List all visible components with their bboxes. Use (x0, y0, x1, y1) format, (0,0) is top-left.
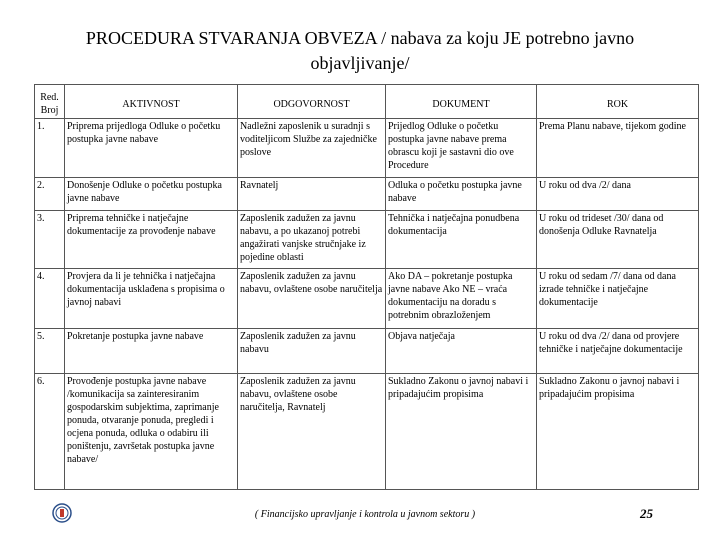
footer-caption: ( Financijsko upravljanje i kontrola u javnom sektoru ) (254, 509, 476, 520)
row-activity: Pokretanje postupka javne nabave (65, 329, 238, 374)
row-deadline: Sukladno Zakonu o javnoj nabavi i pripadajućim propisima (537, 374, 699, 490)
row-responsibility: Zaposlenik zadužen za javnu nabavu, ovlaštene osobe naručitelja (238, 269, 386, 329)
row-responsibility: Nadležni zaposlenik u suradnji s voditeljicom Službe za zajedničke poslove (238, 119, 386, 178)
row-no: 5. (35, 329, 65, 374)
table-row (35, 374, 699, 490)
header-deadline: ROK (537, 85, 699, 119)
row-deadline: U roku od dva /2/ dana (537, 178, 699, 211)
table-header-row (35, 85, 699, 119)
row-deadline: Prema Planu nabave, tijekom godine (537, 119, 699, 178)
row-document: Ako DA – pokretanje postupka javne nabave Ako NE – vraća dokumentaciju na doradu s potrebnim obrazloženjem (386, 269, 537, 329)
table-row (35, 178, 699, 211)
header-responsibility: ODGOVORNOST (238, 85, 386, 119)
header-document: DOKUMENT (386, 85, 537, 119)
row-responsibility: Ravnatelj (238, 178, 386, 211)
row-document: Prijedlog Odluke o početku postupka javne nabave prema obrascu koji je sastavni dio ove Procedure (386, 119, 537, 178)
row-activity: Donošenje Odluke o početku postupka javne nabave (65, 178, 238, 211)
row-activity: Priprema tehničke i natječajne dokumentacije za provođenje nabave (65, 211, 238, 269)
row-deadline: U roku od dva /2/ dana od provjere tehničke i natječajne dokumentacije (537, 329, 699, 374)
procedure-table (34, 84, 699, 490)
row-document: Objava natječaja (386, 329, 537, 374)
row-activity: Provođenje postupka javne nabave /komunikacija sa zainteresiranim gospodarskim subjektima, zaprimanje ponuda, otvaranje ponuda, pregledi i ocjena ponuda, odluka o odabiru ili poništenju, završetak postupka javne nabave/ (65, 374, 238, 490)
row-document: Odluka o početku postupka javne nabave (386, 178, 537, 211)
header-activity: AKTIVNOST (65, 85, 238, 119)
table-row (35, 119, 699, 178)
row-activity: Provjera da li je tehnička i natječajna dokumentacija usklađena s propisima o javnoj nabavi (65, 269, 238, 329)
row-no: 1. (35, 119, 65, 178)
row-no: 2. (35, 178, 65, 211)
title-line-2: objavljivanje/ (310, 53, 410, 73)
table-row (35, 269, 699, 329)
row-no: 4. (35, 269, 65, 329)
header-no: Red. Broj (35, 85, 65, 119)
row-responsibility: Zaposlenik zadužen za javnu nabavu, a po ukazanoj potrebi angažirati vanjske stručnjake iz pojedine oblasti (238, 211, 386, 269)
page-number: 25 (640, 506, 653, 521)
title-line-1: PROCEDURA STVARANJA OBVEZA / nabava za koju JE potrebno javno (85, 28, 635, 48)
row-responsibility: Zaposlenik zadužen za javnu nabavu, ovlaštene osobe naručitelja, Ravnatelj (238, 374, 386, 490)
row-activity: Priprema prijedloga Odluke o početku postupka javne nabave (65, 119, 238, 178)
table-row (35, 211, 699, 269)
row-responsibility: Zaposlenik zadužen za javnu nabavu (238, 329, 386, 374)
page-title (20, 26, 700, 76)
row-document: Sukladno Zakonu o javnoj nabavi i pripadajućim propisima (386, 374, 537, 490)
row-deadline: U roku od trideset /30/ dana od donošenja Odluke Ravnatelja (537, 211, 699, 269)
row-document: Tehnička i natječajna ponudbena dokumentacija (386, 211, 537, 269)
emblem-icon (52, 503, 72, 523)
row-deadline: U roku od sedam /7/ dana od dana izrade tehničke i natječajne dokumentacije (537, 269, 699, 329)
row-no: 3. (35, 211, 65, 269)
row-no: 6. (35, 374, 65, 490)
table-row (35, 329, 699, 374)
